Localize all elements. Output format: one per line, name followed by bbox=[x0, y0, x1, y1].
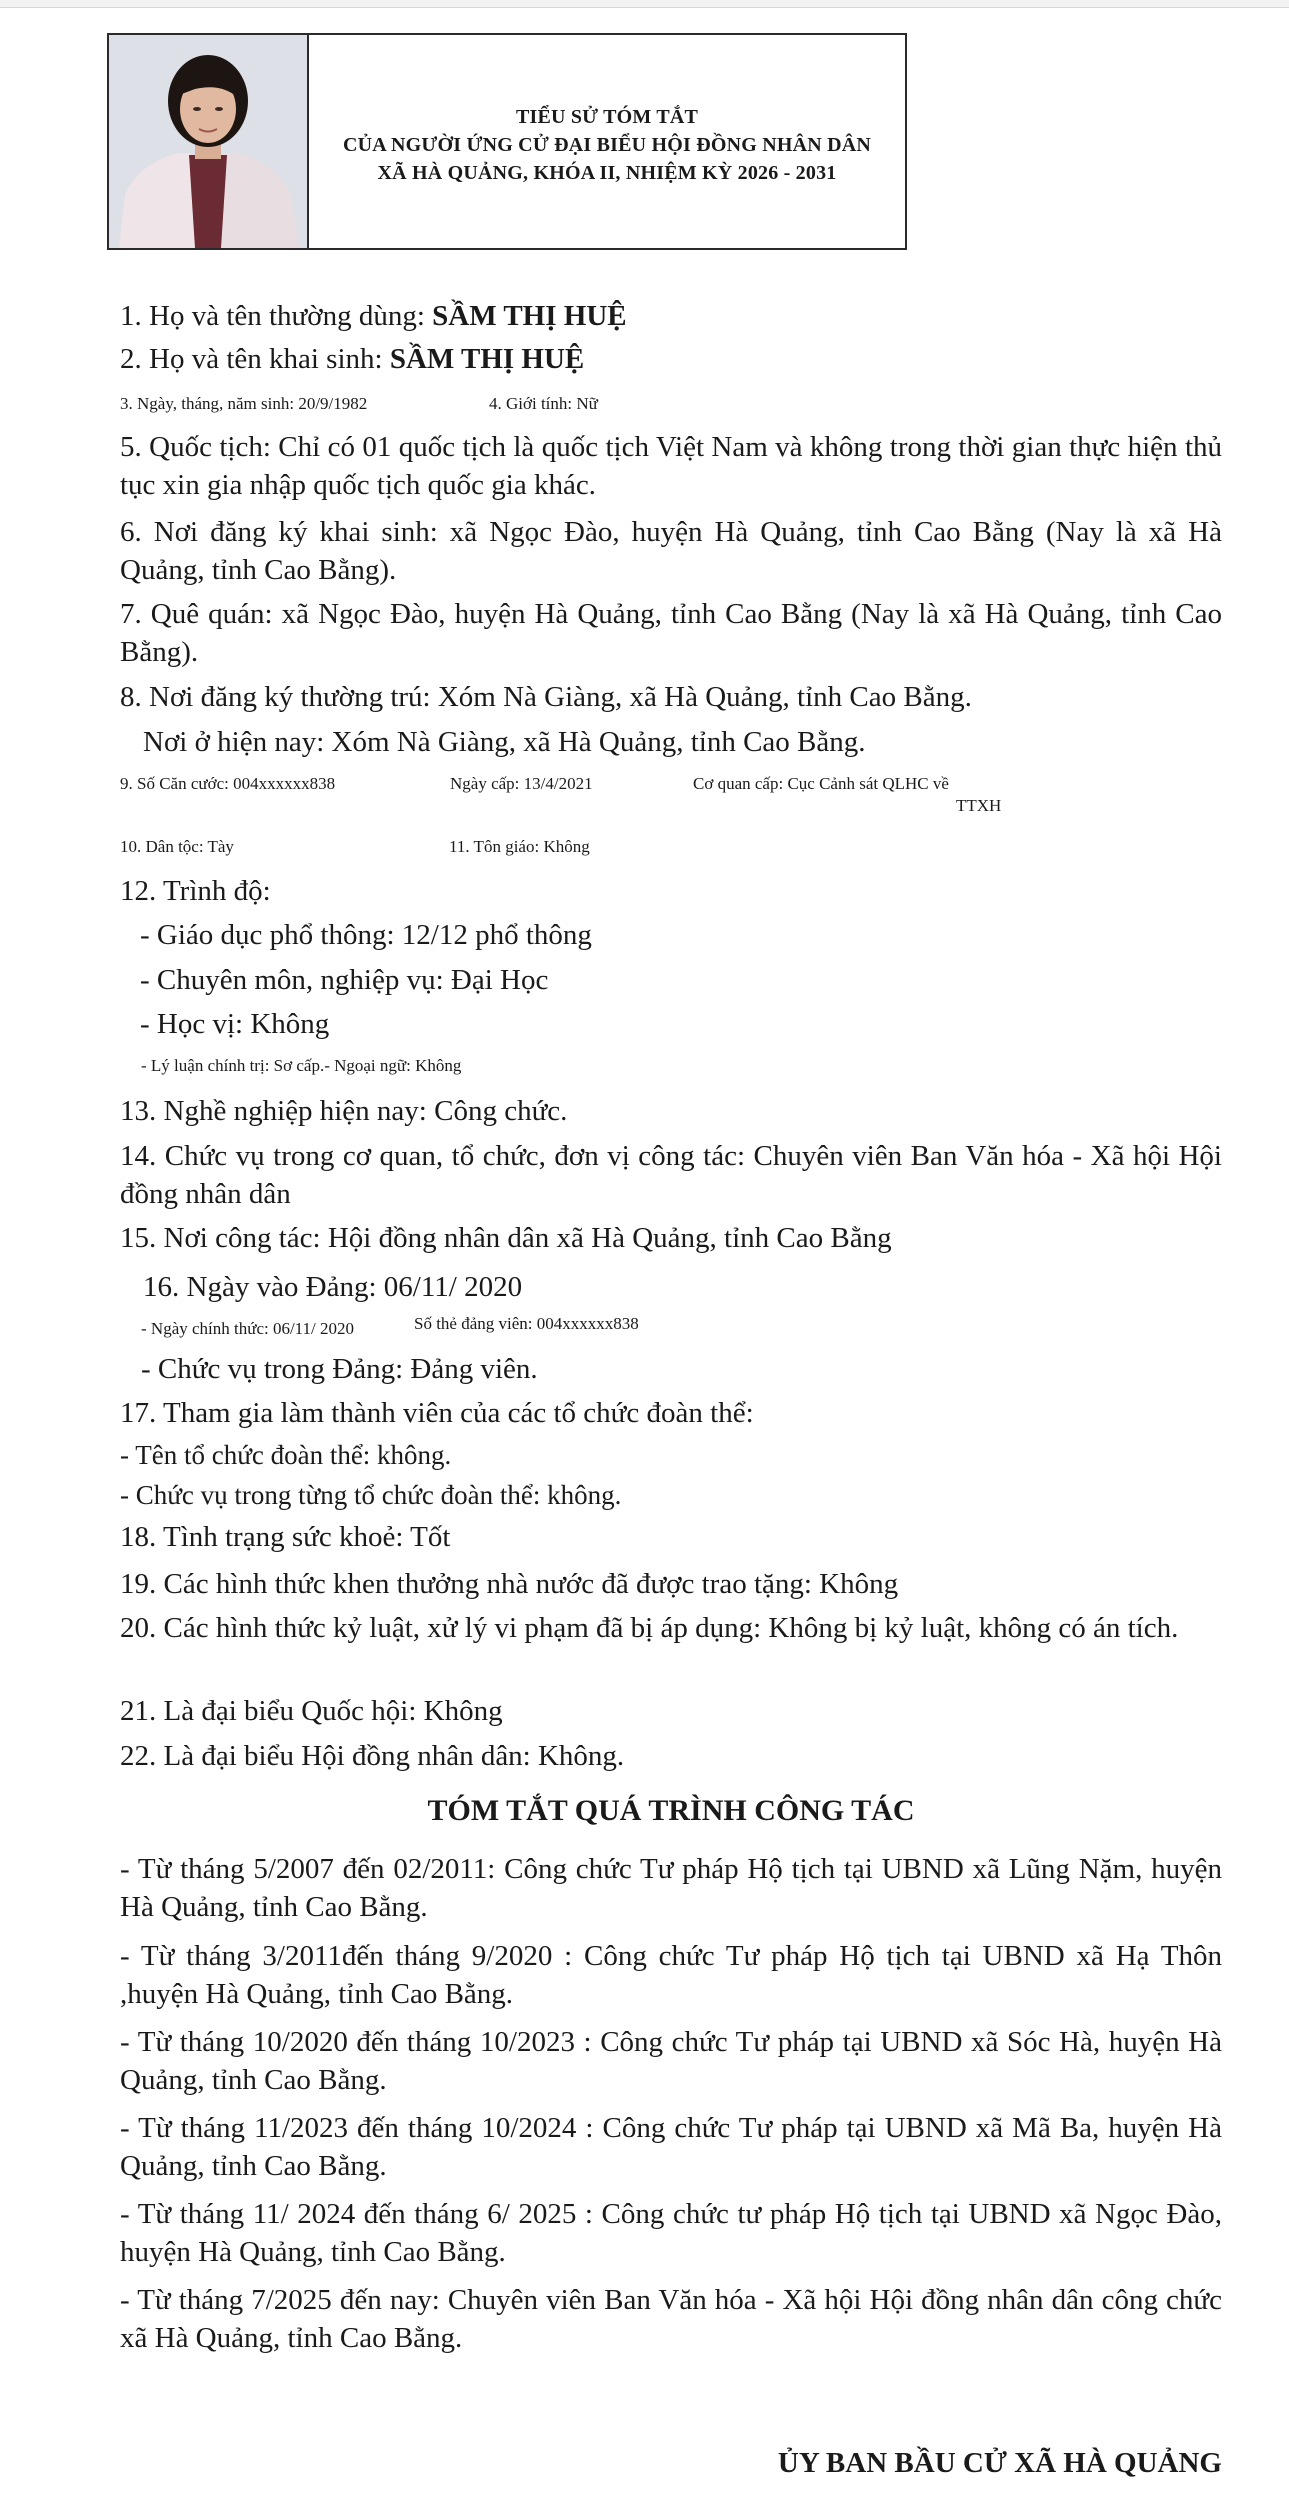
item-current-residence: Nơi ở hiện nay: Xóm Nà Giàng, xã Hà Quảng, tỉnh Cao Bằng. bbox=[143, 726, 866, 758]
item-organizations: 17. Tham gia làm thành viên của các tổ chức đoàn thể: bbox=[120, 1397, 754, 1429]
work-entry-3: - Từ tháng 10/2020 đến tháng 10/2023 : Công chức Tư pháp tại UBND xã Sóc Hà, huyện Hà Quảng, tỉnh Cao Bằng. bbox=[120, 2026, 1222, 2096]
portrait-photo bbox=[109, 35, 309, 248]
item-political-theory: - Lý luận chính trị: Sơ cấp.- Ngoại ngữ: Không bbox=[141, 1056, 462, 1075]
signature-block: ỦY BAN BẦU CỬ XÃ HÀ QUẢNG bbox=[777, 2447, 1222, 2479]
document-title bbox=[309, 35, 905, 248]
item-discipline: 20. Các hình thức kỷ luật, xử lý vi phạm đã bị áp dụng: Không bị kỷ luật, không có án tích. bbox=[120, 1612, 1179, 1644]
top-border bbox=[0, 0, 1289, 8]
item-id-agency: Cơ quan cấp: Cục Cảnh sát QLHC về bbox=[693, 774, 949, 793]
item-party-card: Số thẻ đảng viên: 004xxxxxx838 bbox=[414, 1314, 639, 1333]
work-history-heading: TÓM TẮT QUÁ TRÌNH CÔNG TÁC bbox=[427, 1794, 915, 1827]
item-peoples-council: 22. Là đại biểu Hội đồng nhân dân: Không. bbox=[120, 1740, 625, 1772]
item-1-value: SẦM THỊ HUỆ bbox=[432, 300, 627, 332]
item-occupation: 13. Nghề nghiệp hiện nay: Công chức. bbox=[120, 1095, 568, 1127]
item-party-official-date: - Ngày chính thức: 06/11/ 2020 bbox=[141, 1319, 355, 1338]
item-organization-name: - Tên tổ chức đoàn thể: không. bbox=[120, 1440, 452, 1470]
item-gender: 4. Giới tính: Nữ bbox=[489, 394, 598, 413]
item-id-agency-cont: TTXH bbox=[956, 796, 1002, 815]
item-party-join-date: 16. Ngày vào Đảng: 06/11/ 2020 bbox=[143, 1271, 523, 1303]
item-id-number: 9. Số Căn cước: 004xxxxxx838 bbox=[120, 774, 336, 793]
work-entry-6: - Từ tháng 7/2025 đến nay: Chuyên viên Ban Văn hóa - Xã hội Hội đồng nhân dân công chức xã Hà Quảng, tỉnh Cao Bằng. bbox=[120, 2284, 1222, 2354]
item-education: 12. Trình độ: bbox=[120, 875, 271, 907]
item-health: 18. Tình trạng sức khoẻ: Tốt bbox=[120, 1521, 451, 1553]
item-birth-registration: 6. Nơi đăng ký khai sinh: xã Ngọc Đào, huyện Hà Quảng, tỉnh Cao Bằng (Nay là xã Hà Quảng, tỉnh Cao Bằng). bbox=[120, 516, 1222, 586]
item-birth-name bbox=[120, 340, 584, 378]
item-organization-role: - Chức vụ trong từng tổ chức đoàn thể: không. bbox=[120, 1480, 622, 1510]
title-line-3: XÃ HÀ QUẢNG, KHÓA II, NHIỆM KỲ 2026 - 2031 bbox=[377, 161, 837, 184]
work-entry-4: - Từ tháng 11/2023 đến tháng 10/2024 : Công chức Tư pháp tại UBND xã Mã Ba, huyện Hà Quảng, tỉnh Cao Bằng. bbox=[120, 2112, 1222, 2182]
header-box bbox=[107, 33, 907, 250]
item-1-label: 1. Họ và tên thường dùng: bbox=[120, 300, 433, 332]
item-permanent-residence: 8. Nơi đăng ký thường trú: Xóm Nà Giàng, xã Hà Quảng, tỉnh Cao Bằng. bbox=[120, 681, 972, 713]
item-2-value: SẦM THỊ HUỆ bbox=[389, 343, 585, 375]
item-degree: - Học vị: Không bbox=[140, 1008, 330, 1040]
work-entry-1: - Từ tháng 5/2007 đến 02/2011: Công chức Tư pháp Hộ tịch tại UBND xã Lũng Nặm, huyện Hà Quảng, tỉnh Cao Bằng. bbox=[120, 1853, 1222, 1923]
item-national-assembly: 21. Là đại biểu Quốc hội: Không bbox=[120, 1695, 503, 1727]
item-workplace: 15. Nơi công tác: Hội đồng nhân dân xã Hà Quảng, tỉnh Cao Bằng bbox=[120, 1222, 892, 1254]
work-entry-2: - Từ tháng 3/2011đến tháng 9/2020 : Công chức Tư pháp Hộ tịch tại UBND xã Hạ Thôn ,huyện Hà Quảng, tỉnh Cao Bằng. bbox=[120, 1940, 1222, 2010]
item-hometown: 7. Quê quán: xã Ngọc Đào, huyện Hà Quảng, tỉnh Cao Bằng (Nay là xã Hà Quảng, tỉnh Cao Bằng). bbox=[120, 598, 1222, 668]
item-awards: 19. Các hình thức khen thưởng nhà nước đã được trao tặng: Không bbox=[120, 1568, 899, 1600]
item-2-label: 2. Họ và tên khai sinh: bbox=[120, 343, 390, 375]
work-entry-5: - Từ tháng 11/ 2024 đến tháng 6/ 2025 : Công chức tư pháp Hộ tịch tại UBND xã Ngọc Đào, huyện Hà Quảng, tỉnh Cao Bằng. bbox=[120, 2198, 1222, 2268]
item-birth-date: 3. Ngày, tháng, năm sinh: 20/9/1982 bbox=[120, 394, 368, 413]
item-position: 14. Chức vụ trong cơ quan, tổ chức, đơn vị công tác: Chuyên viên Ban Văn hóa - Xã hội Hội đồng nhân dân bbox=[120, 1140, 1222, 1210]
item-specialization: - Chuyên môn, nghiệp vụ: Đại Học bbox=[140, 964, 549, 996]
item-general-education: - Giáo dục phổ thông: 12/12 phổ thông bbox=[140, 919, 592, 951]
item-common-name bbox=[120, 297, 627, 335]
item-religion: 11. Tôn giáo: Không bbox=[449, 837, 590, 856]
title-line-2: CỦA NGƯỜI ỨNG CỬ ĐẠI BIỂU HỘI ĐỒNG NHÂN DÂN bbox=[342, 133, 872, 156]
title-line-1: TIỂU SỬ TÓM TẮT bbox=[515, 105, 699, 128]
item-id-issue-date: Ngày cấp: 13/4/2021 bbox=[450, 774, 593, 793]
item-ethnicity: 10. Dân tộc: Tày bbox=[120, 837, 234, 856]
item-nationality: 5. Quốc tịch: Chỉ có 01 quốc tịch là quốc tịch Việt Nam và không trong thời gian thực hiện thủ tục xin gia nhập quốc tịch quốc gia khác. bbox=[120, 431, 1222, 501]
item-party-role: - Chức vụ trong Đảng: Đảng viên. bbox=[141, 1353, 538, 1385]
